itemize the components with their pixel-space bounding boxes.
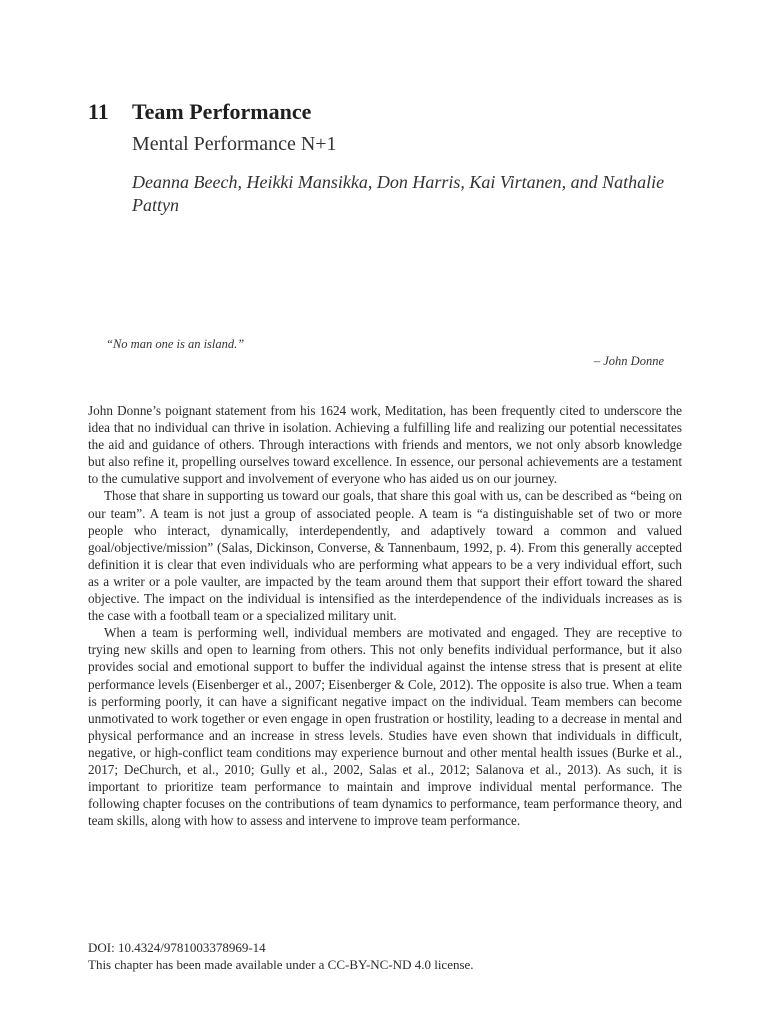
doi-line: DOI: 10.4324/9781003378969-14: [88, 940, 266, 955]
paragraph: John Donne’s poignant statement from his 1624 work, Meditation, has been frequently cited to underscore the idea that no individual can thrive in isolation. Achieving a fulfilling life and realizing our potential necessitates the aid and guidance of others. Through interactions with friends and mentors, we not only absorb knowledge but also refine it, propelling ourselves toward excellence. In essence, our personal achievements are a testament to the cumulative support and involvement of everyone who has aided us on our journey.: [88, 403, 682, 487]
chapter-title: Team Performance: [132, 99, 312, 124]
epigraph: [106, 336, 664, 369]
footer-note: [88, 939, 688, 973]
chapter-number: 11: [88, 99, 109, 124]
license-line: This chapter has been made available under a CC-BY-NC-ND 4.0 license.: [88, 957, 474, 972]
body-text: [88, 402, 682, 829]
chapter-heading: [88, 98, 688, 217]
chapter-authors: Deanna Beech, Heikki Mansikka, Don Harris, Kai Virtanen, and Nathalie Pattyn: [132, 172, 665, 215]
chapter-title-row: [88, 98, 688, 126]
paragraph: Those that share in supporting us toward our goals, that share this goal with us, can be described as “being on our team”. A team is not just a group of associated people. A team is “a distinguishable set of two or more people who interact, dynamically, interdependently, and adaptively toward a common and valued goal/objective/mission” (Salas, Dickinson, Converse, & Tannenbaum, 1992, p. 4). From this generally accepted definition it is clear that even individuals who are performing what appears to be a very individual effort, such as a writer or a pole vaulter, are impacted by the team around them that support their effort toward the shared objective. The impact on the individual is intensified as the interdependence of the individuals increases as is the case with a football team or a specialized military unit.: [88, 488, 682, 624]
epigraph-quote: “No man one is an island.”: [106, 337, 245, 351]
paragraph: When a team is performing well, individual members are motivated and engaged. They are receptive to trying new skills and open to learning from others. This not only benefits individual performance, but it also provides social and emotional support to buffer the individual against the intense stress that is present at elite performance levels (Eisenberger et al., 2007; Eisenberger & Cole, 2012). The opposite is also true. When a team is performing poorly, it can have a significant negative impact on the individual. Team members can become unmotivated to work together or even engage in open frustration or hostility, leading to a decrease in mental and physical performance and an increase in stress levels. Studies have even shown that individuals in difficult, negative, or high-conflict team conditions may experience burnout and other mental health issues (Burke et al., 2017; DeChurch, et al., 2010; Gully et al., 2002, Salas et al., 2012; Salanova et al., 2013). As such, it is important to prioritize team performance to maintain and improve individual mental performance. The following chapter focuses on the contributions of team dynamics to performance, team performance theory, and team skills, along with how to assess and intervene to improve team performance.: [88, 625, 682, 829]
chapter-subtitle: Mental Performance N+1: [132, 133, 337, 155]
epigraph-attribution: – John Donne: [593, 354, 664, 368]
